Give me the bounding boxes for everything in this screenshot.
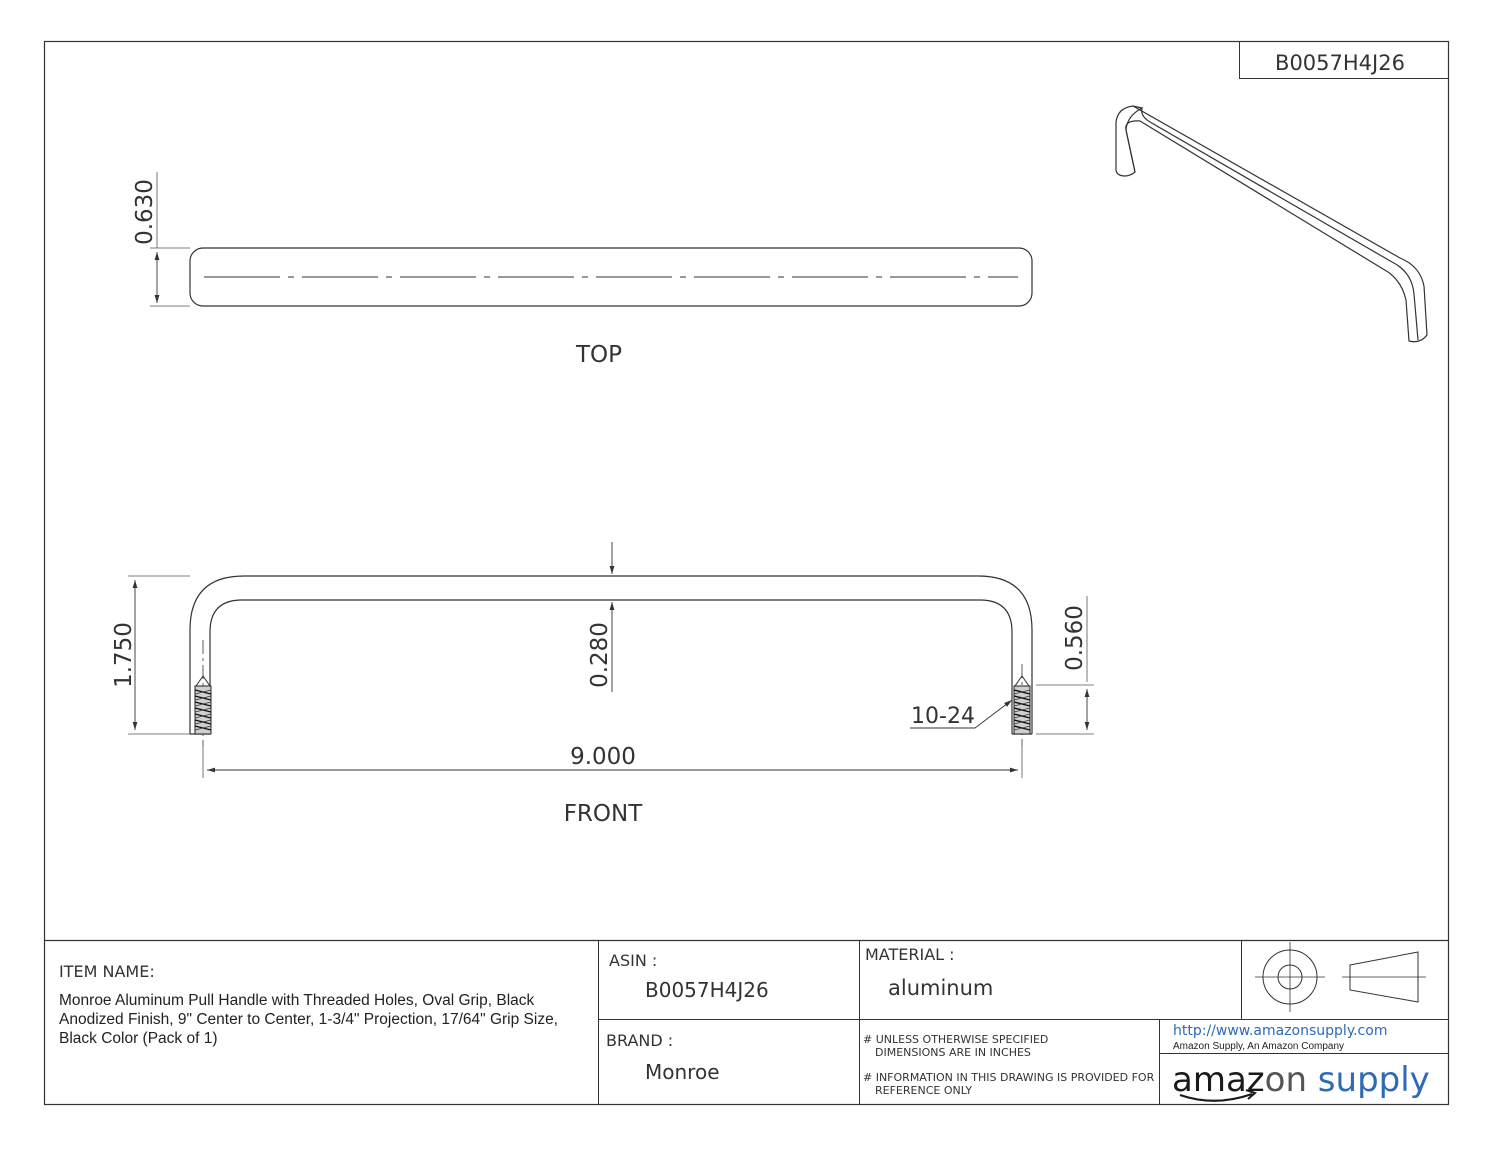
- logo-word-on: on: [1264, 1060, 1307, 1100]
- logo-word-amaz: amaz: [1172, 1060, 1265, 1100]
- left-threaded-hole: [195, 640, 211, 746]
- item-name-label: ITEM NAME:: [59, 962, 155, 981]
- note-1-line-1: # UNLESS OTHERWISE SPECIFIED: [863, 1033, 1049, 1046]
- amazon-supply-logo: [1172, 1060, 1430, 1101]
- note-1-line-2: DIMENSIONS ARE IN INCHES: [875, 1046, 1031, 1059]
- asin-label: ASIN :: [609, 951, 658, 970]
- title-block: [45, 941, 1449, 1105]
- top-view-label: TOP: [575, 342, 623, 368]
- brand-label: BRAND :: [606, 1031, 674, 1050]
- top-height-dimension-value: 0.630: [132, 179, 158, 245]
- part-number: B0057H4J26: [1275, 51, 1405, 75]
- center-to-center-dimension-value: 9.000: [570, 744, 636, 770]
- asin-value: B0057H4J26: [645, 978, 769, 1002]
- brand-value: Monroe: [645, 1060, 720, 1084]
- note-2-line-2: REFERENCE ONLY: [875, 1084, 973, 1097]
- note-2-line-1: # INFORMATION IN THIS DRAWING IS PROVIDED FOR: [863, 1071, 1155, 1084]
- projection-dimension-value: 1.750: [111, 622, 137, 688]
- thread-depth-dimension-value: 0.560: [1062, 605, 1088, 671]
- third-angle-projection-symbol: [1255, 942, 1426, 1012]
- company-line: Amazon Supply, An Amazon Company: [1173, 1041, 1345, 1052]
- material-value: aluminum: [888, 976, 994, 1000]
- grip-size-dimension-value: 0.280: [587, 622, 613, 688]
- isometric-view: [1116, 106, 1427, 342]
- thread-callout: 10-24: [911, 704, 975, 729]
- svg-text:amazon supply: [1172, 1060, 1430, 1100]
- logo-word-supply: supply: [1307, 1060, 1430, 1100]
- right-threaded-hole: [1014, 664, 1030, 746]
- front-view: [111, 542, 1094, 827]
- item-name-line-3: Black Color (Pack of 1): [59, 1030, 218, 1047]
- sheet-border: [45, 42, 1449, 1105]
- item-name-line-1: Monroe Aluminum Pull Handle with Threaded Holes, Oval Grip, Black: [59, 992, 535, 1009]
- item-name-line-2: Anodized Finish, 9" Center to Center, 1-3/4" Projection, 17/64" Grip Size,: [59, 1011, 558, 1028]
- top-view: [132, 172, 1032, 368]
- company-url-link[interactable]: http://www.amazonsupply.com: [1173, 1023, 1388, 1039]
- thread-callout-leader: [975, 700, 1012, 728]
- part-number-box: [1240, 42, 1449, 79]
- material-label: MATERIAL :: [865, 945, 955, 964]
- front-view-label: FRONT: [563, 801, 643, 827]
